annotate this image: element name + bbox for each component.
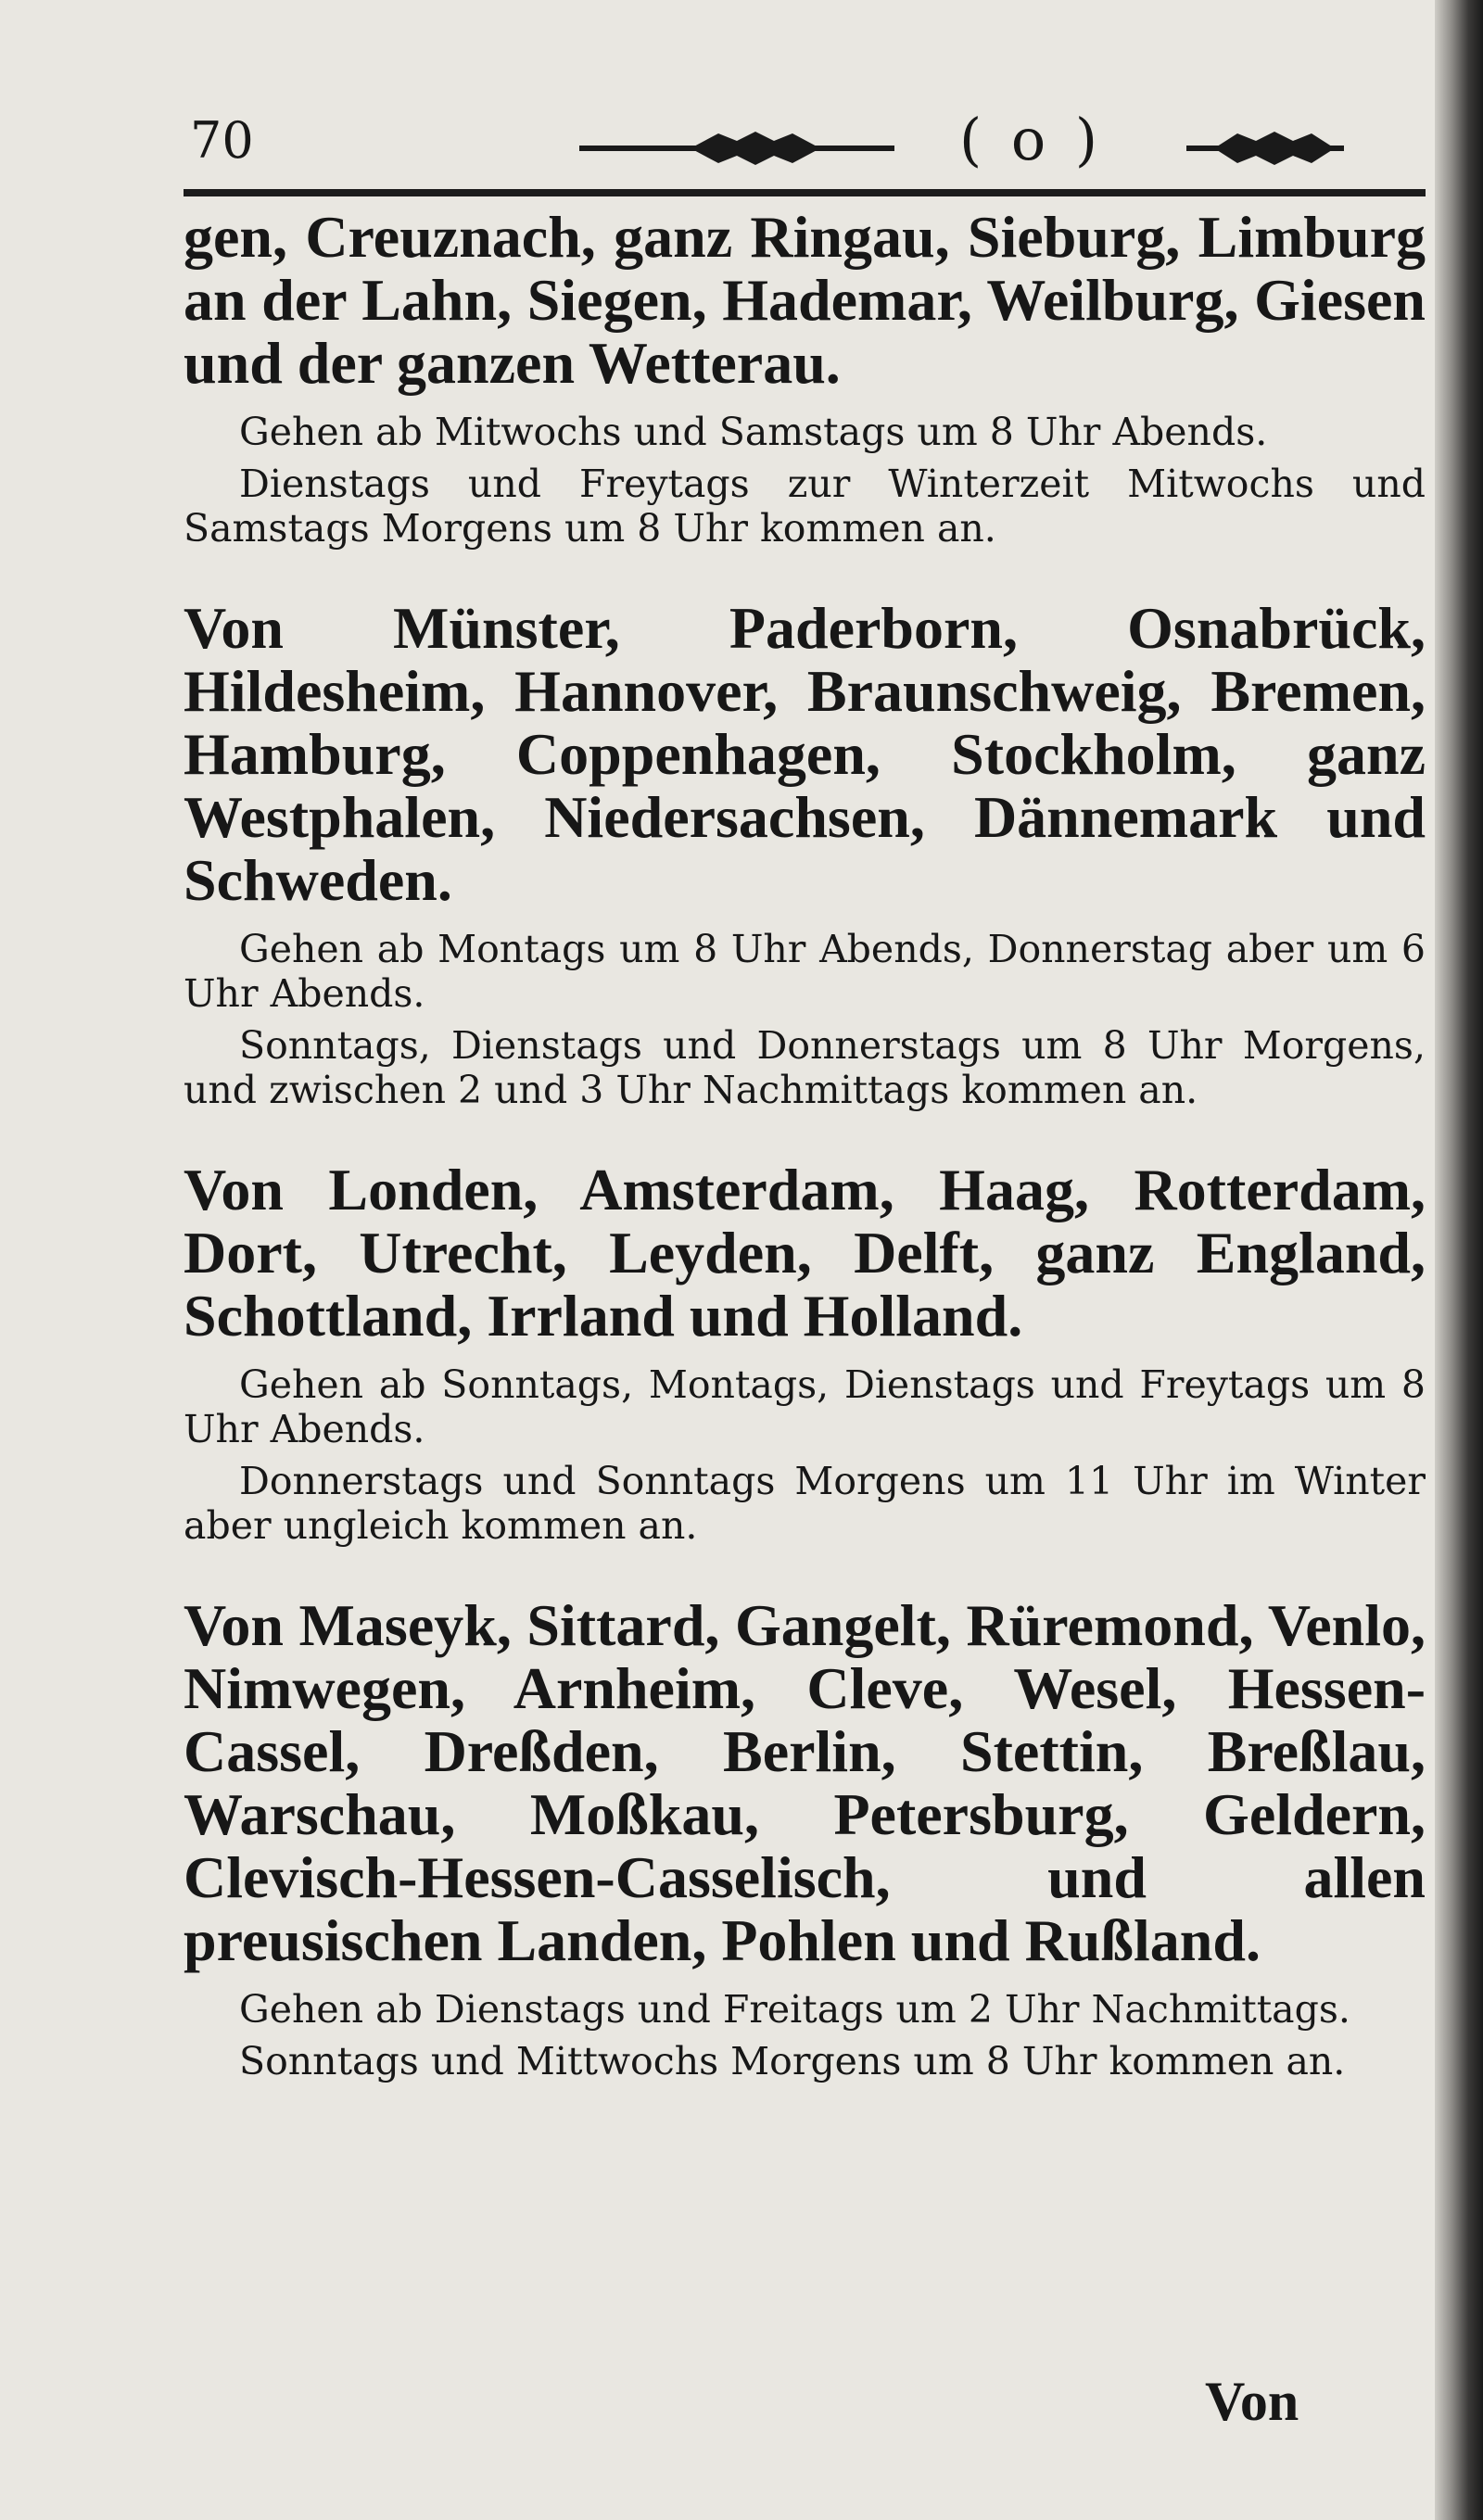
route-heading: Von Münster, Paderborn, Osnabrück, Hildesheim, Hannover, Braunschweig, Bremen, Hamburg, Coppenhagen, Stockholm, ganz Westphalen, Niedersachsen, Dännemark und Schweden.	[184, 595, 1426, 913]
ornament-left-icon	[579, 128, 894, 169]
arrival-note: Sonntags und Mittwochs Morgens um 8 Uhr kommen an.	[239, 2039, 1346, 2083]
departure-note: Gehen ab Sonntags, Montags, Dienstags und Freytags um 8 Uhr Abends.	[184, 1362, 1426, 1451]
arrival-note: Donnerstags und Sonntags Morgens um 11 Uhr im Winter aber ungleich kommen an.	[184, 1459, 1426, 1548]
book-spine-shadow	[1435, 0, 1483, 2520]
arrival-note: Dienstags und Freytags zur Winterzeit Mitwochs und Samstags Morgens um 8 Uhr kommen an.	[184, 462, 1426, 551]
arrival-note: Sonntags, Dienstags und Donnerstags um 8 Uhr Morgens, und zwischen 2 und 3 Uhr Nachmittags kommen an.	[184, 1023, 1426, 1112]
header-rule	[184, 189, 1426, 196]
departure-note: Gehen ab Montags um 8 Uhr Abends, Donnerstag aber um 6 Uhr Abends.	[184, 927, 1426, 1016]
page-number: 70	[190, 111, 254, 170]
running-head: ( o )	[959, 106, 1104, 173]
page-header	[190, 104, 1423, 187]
route-heading: Von Maseyk, Sittard, Gangelt, Rüremond, Venlo, Nimwegen, Arnheim, Cleve, Wesel, Hessen-Cassel, Dreßden, Berlin, Stettin, Breßlau, Warschau, Moßkau, Petersburg, Geldern, Clevisch-Hessen-Casselisch, und allen preusischen Landen, Pohlen und Rußland.	[184, 1592, 1426, 1973]
route-heading: gen, Creuznach, ganz Ringau, Sieburg, Limburg an der Lahn, Siegen, Hademar, Weilburg, Giesen und der ganzen Wetterau.	[184, 204, 1426, 396]
page-body	[184, 206, 1426, 2083]
departure-note: Gehen ab Mitwochs und Samstags um 8 Uhr Abends.	[239, 410, 1268, 454]
ornament-right-icon	[1186, 128, 1344, 169]
departure-note: Gehen ab Dienstags und Freitags um 2 Uhr Nachmittags.	[239, 1987, 1350, 2032]
route-heading: Von Londen, Amsterdam, Haag, Rotterdam, Dort, Utrecht, Leyden, Delft, ganz England, Schottland, Irrland und Holland.	[184, 1157, 1426, 1349]
catchword: Von	[1205, 2371, 1299, 2432]
